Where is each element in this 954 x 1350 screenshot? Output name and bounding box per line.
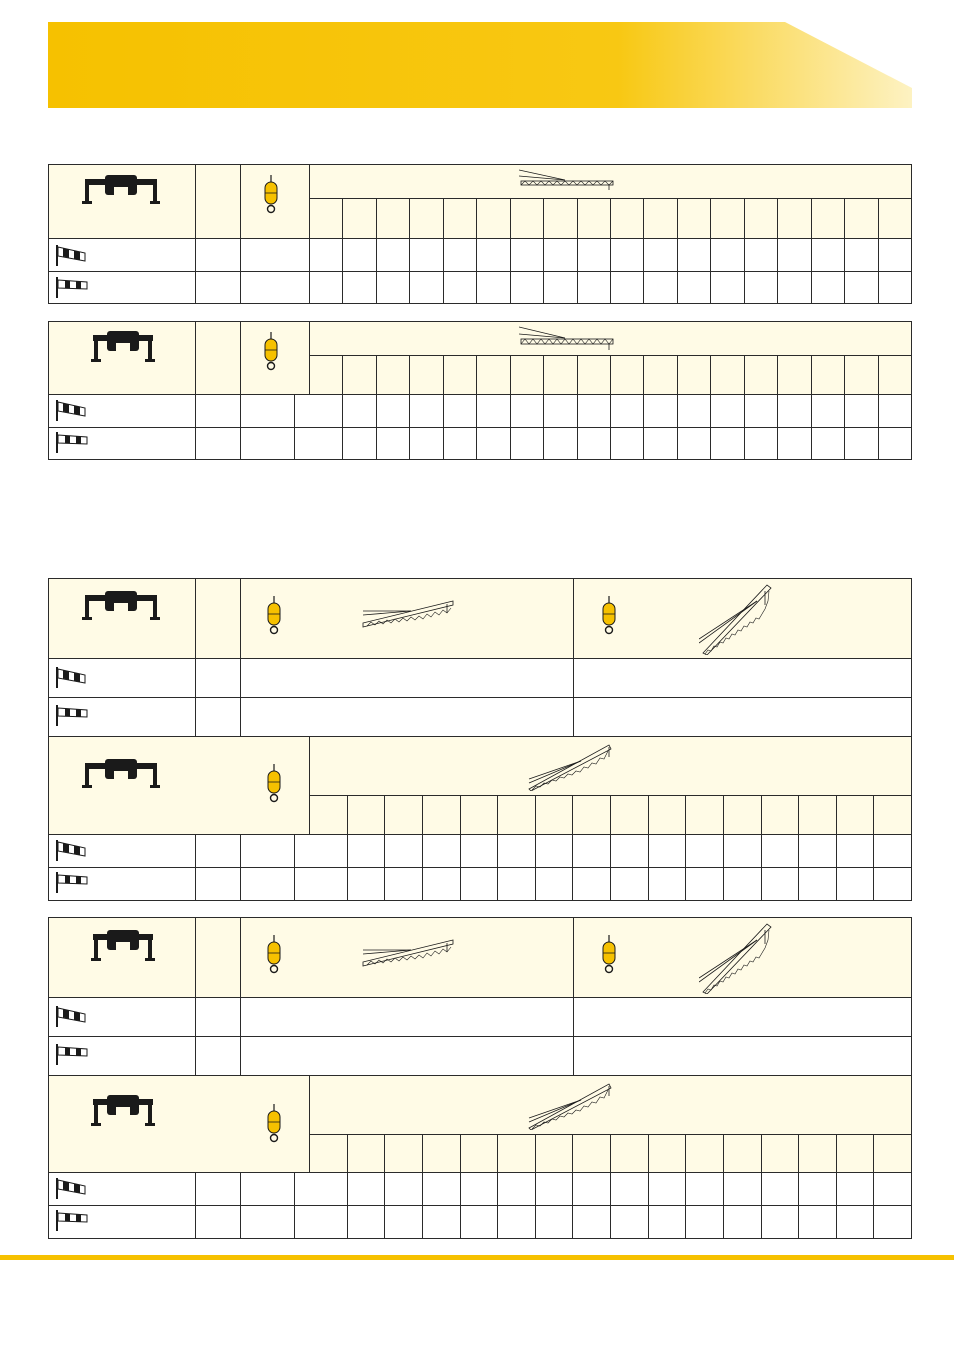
grid-column-divider xyxy=(710,198,711,303)
grid-column-divider xyxy=(723,795,724,900)
grid-column-divider xyxy=(572,795,573,900)
grid-column-divider xyxy=(342,198,343,303)
grid-column-divider xyxy=(610,355,611,459)
wind-sock-high-icon xyxy=(55,839,91,861)
jib-cell-steep xyxy=(699,581,775,655)
grid-column-divider xyxy=(422,795,423,900)
outrigger-cell-2 xyxy=(91,1095,155,1131)
grid-column-divider xyxy=(744,198,745,303)
grid-column-divider xyxy=(643,355,644,459)
grid-column-divider xyxy=(376,198,377,303)
grid-column-divider xyxy=(497,795,498,900)
hook-block-icon xyxy=(265,1104,283,1144)
hook-cell-2 xyxy=(600,935,618,975)
grid-column-divider xyxy=(347,1134,348,1238)
grid-column-divider xyxy=(844,355,845,459)
grid-column-divider xyxy=(761,795,762,900)
grid-column-divider xyxy=(723,1134,724,1238)
grid-column-divider xyxy=(610,1134,611,1238)
grid-column-divider xyxy=(422,1134,423,1238)
jib-cell-low xyxy=(361,597,461,629)
wind-sock-high-icon xyxy=(55,244,91,266)
outrigger-cell xyxy=(81,175,161,211)
grid-column-divider xyxy=(342,355,343,459)
grid-column-divider xyxy=(510,198,511,303)
wind-sock-high-icon xyxy=(55,399,91,421)
grid-column-divider xyxy=(710,355,711,459)
hook-cell xyxy=(262,175,280,215)
grid-column-divider xyxy=(384,1134,385,1238)
footer-rule xyxy=(0,1255,954,1260)
hook-cell-3 xyxy=(265,1104,283,1144)
table-4 xyxy=(48,917,912,1239)
crane-outrigger-base-icon xyxy=(91,930,155,966)
wind-sock-low-icon xyxy=(55,431,91,453)
header-row-bottom xyxy=(49,1076,911,1172)
grid-column-divider xyxy=(878,355,879,459)
jib-cell-3 xyxy=(527,739,617,791)
outrigger-cell xyxy=(81,591,161,627)
grid-column-divider xyxy=(836,1134,837,1238)
grid-column-divider xyxy=(811,198,812,303)
crane-outrigger-base-icon xyxy=(91,331,155,367)
grid-column-divider xyxy=(535,795,536,900)
grid-column-divider xyxy=(677,198,678,303)
jib-cell-steep xyxy=(699,920,775,994)
crane-outrigger-base-icon xyxy=(81,759,161,795)
outrigger-cell xyxy=(91,331,155,367)
wind-low-cell xyxy=(55,431,91,453)
grid-column-divider xyxy=(685,1134,686,1238)
wind-high-cell xyxy=(55,399,91,421)
luffing-jib-icon xyxy=(527,1078,617,1130)
grid-column-divider xyxy=(677,355,678,459)
wind-sock-high-icon xyxy=(55,1177,91,1199)
wind-sock-low-icon xyxy=(55,704,91,726)
wind-sock-low-icon xyxy=(55,276,91,298)
wind-low-cell xyxy=(55,1043,91,1065)
header-row-top xyxy=(49,918,911,997)
wind-sock-low-icon xyxy=(55,871,91,893)
wind-sock-low-icon xyxy=(55,1209,91,1231)
hook-block-icon xyxy=(600,935,618,975)
luffing-jib-icon xyxy=(527,739,617,791)
outrigger-cell-2 xyxy=(81,759,161,795)
grid-column-divider xyxy=(476,355,477,459)
hook-cell xyxy=(262,332,280,372)
wind-high-cell-2 xyxy=(55,1177,91,1199)
grid-column-divider xyxy=(543,198,544,303)
wind-low-cell xyxy=(55,704,91,726)
steep-jib-icon xyxy=(699,920,775,994)
grid-column-divider xyxy=(376,355,377,459)
grid-column-divider xyxy=(648,1134,649,1238)
grid-column-divider xyxy=(577,355,578,459)
grid-column-divider xyxy=(836,795,837,900)
grid-column-divider xyxy=(535,1134,536,1238)
grid-column-divider xyxy=(497,1134,498,1238)
table-1 xyxy=(48,164,912,304)
crane-outrigger-base-icon xyxy=(81,591,161,627)
wind-low-cell-2 xyxy=(55,1209,91,1231)
table-2 xyxy=(48,321,912,460)
grid-column-divider xyxy=(443,355,444,459)
header-row xyxy=(49,165,911,238)
wind-sock-low-icon xyxy=(55,1043,91,1065)
hook-cell-2 xyxy=(600,596,618,636)
header-row-bottom xyxy=(49,737,911,834)
grid-column-divider xyxy=(572,1134,573,1238)
grid-column-divider xyxy=(744,355,745,459)
hook-block-icon xyxy=(262,175,280,215)
jib-cell xyxy=(519,168,619,192)
grid-column-divider xyxy=(648,795,649,900)
crane-outrigger-base-icon xyxy=(81,175,161,211)
hook-cell xyxy=(265,935,283,975)
grid-column-divider xyxy=(878,198,879,303)
grid-column-divider xyxy=(685,795,686,900)
hook-block-icon xyxy=(265,935,283,975)
wind-high-cell xyxy=(55,244,91,266)
grid-column-divider xyxy=(844,198,845,303)
hook-cell xyxy=(265,596,283,636)
wind-sock-high-icon xyxy=(55,666,91,688)
header-row-top xyxy=(49,579,911,658)
grid-column-divider xyxy=(543,355,544,459)
steep-jib-icon xyxy=(699,581,775,655)
grid-column-divider xyxy=(409,198,410,303)
grid-column-divider xyxy=(610,198,611,303)
crane-outrigger-base-icon xyxy=(91,1095,155,1131)
grid-column-divider xyxy=(610,795,611,900)
wind-high-cell-2 xyxy=(55,839,91,861)
grid-column-divider xyxy=(798,795,799,900)
grid-column-divider xyxy=(761,1134,762,1238)
jib-cell xyxy=(519,325,619,351)
grid-column-divider xyxy=(460,795,461,900)
outrigger-cell xyxy=(91,930,155,966)
wind-low-cell xyxy=(55,276,91,298)
hook-block-icon xyxy=(262,332,280,372)
hook-block-icon xyxy=(600,596,618,636)
hook-block-icon xyxy=(265,596,283,636)
grid-column-divider xyxy=(873,795,874,900)
luffing-jib-icon xyxy=(361,597,461,629)
jib-cell-low xyxy=(361,936,461,968)
grid-column-divider xyxy=(460,1134,461,1238)
grid-column-divider xyxy=(510,355,511,459)
wind-high-cell xyxy=(55,666,91,688)
header-banner xyxy=(48,22,912,108)
header-row xyxy=(49,322,911,394)
grid-column-divider xyxy=(384,795,385,900)
horizontal-jib-icon xyxy=(519,325,619,351)
grid-column-divider xyxy=(798,1134,799,1238)
horizontal-jib-icon xyxy=(519,168,619,192)
grid-column-divider xyxy=(811,355,812,459)
wind-low-cell-2 xyxy=(55,871,91,893)
grid-column-divider xyxy=(577,198,578,303)
wind-high-cell xyxy=(55,1005,91,1027)
grid-column-divider xyxy=(643,198,644,303)
grid-column-divider xyxy=(873,1134,874,1238)
grid-column-divider xyxy=(443,198,444,303)
hook-block-icon xyxy=(265,764,283,804)
table-3 xyxy=(48,578,912,901)
grid-column-divider xyxy=(777,355,778,459)
grid-column-divider xyxy=(409,355,410,459)
grid-column-divider xyxy=(777,198,778,303)
hook-cell-3 xyxy=(265,764,283,804)
grid-column-divider xyxy=(476,198,477,303)
wind-sock-high-icon xyxy=(55,1005,91,1027)
jib-cell-3 xyxy=(527,1078,617,1130)
grid-column-divider xyxy=(347,795,348,900)
luffing-jib-icon xyxy=(361,936,461,968)
